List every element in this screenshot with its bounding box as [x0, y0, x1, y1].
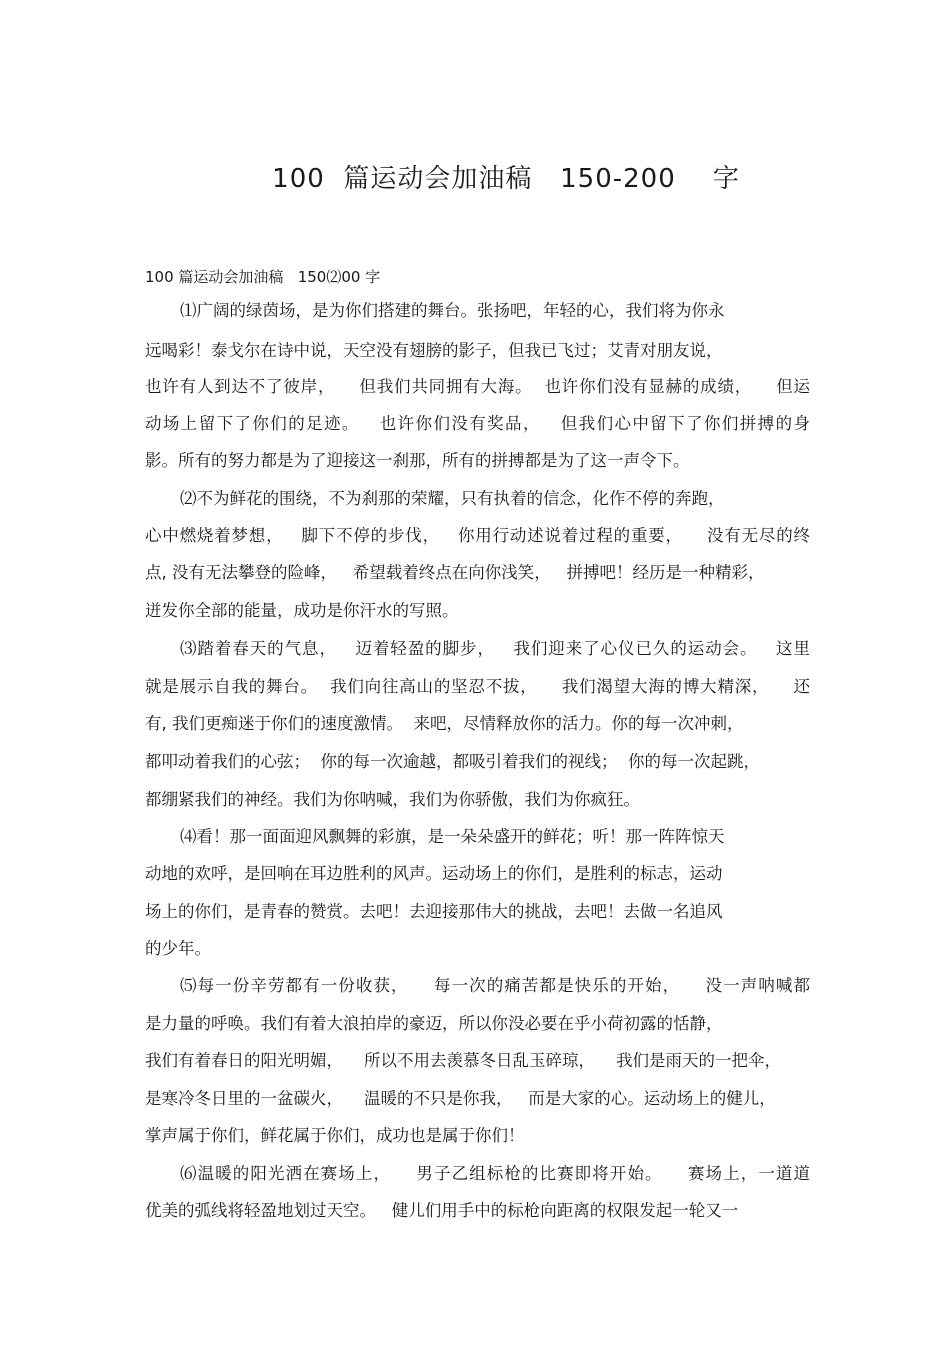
body-line: 是寒冷冬日里的一盆碳火， 温暖的不只是你我， 而是大家的心。运动场上的健儿，	[145, 1089, 776, 1108]
body-line: 是力量的呼唤。我们有着大浪拍岸的豪迈，所以你没必要在乎小荷初露的恬静，	[145, 1014, 723, 1033]
body-line: 优美的弧线将轻盈地划过天空。 健儿们用手中的标枪向距离的权限发起一轮又一	[145, 1201, 739, 1220]
document-subtitle: 100 篇运动会加油稿 150⑵00 字	[145, 268, 381, 286]
body-line: 我们有着春日的阳光明媚， 所以不用去羡慕冬日乱玉碎琼， 我们是雨天的一把伞，	[145, 1051, 781, 1070]
body-line: ⑷看！那一面面迎风飘舞的彩旗，是一朵朵盛开的鲜花；听！那一阵阵惊天	[180, 827, 725, 846]
body-line: 远喝彩！泰戈尔在诗中说，天空没有翅膀的影子，但我已飞过；艾青对朋友说，	[145, 341, 723, 360]
body-line: ⑵不为鲜花的围绕，不为刹那的荣耀，只有执着的信念，化作不停的奔跑，	[180, 489, 725, 508]
body-line: 掌声属于你们，鲜花属于你们，成功也是属于你们！	[145, 1126, 525, 1145]
body-line: 迸发你全部的能量，成功是你汗水的写照。	[145, 601, 459, 620]
body-line: ⑴广阔的绿茵场，是为你们搭建的舞台。张扬吧，年轻的心，我们将为你永	[180, 301, 725, 320]
body-line: 影。所有的努力都是为了迎接这一刹那，所有的拼搏都是为了这一声令下。	[145, 451, 690, 470]
body-line: 场上的你们，是青春的赞赏。去吧！去迎接那伟大的挑战，去吧！去做一名追风	[145, 902, 723, 921]
body-line: 动场上留下了你们的足迹。 也许你们没有奖品， 但我们心中留下了你们拼搏的身	[145, 414, 810, 433]
body-line: 动地的欢呼，是回响在耳边胜利的风声。运动场上的你们，是胜利的标志，运动	[145, 864, 723, 883]
body-line: 也许有人到达不了彼岸， 但我们共同拥有大海。 也许你们没有显赫的成绩， 但运	[145, 377, 810, 396]
body-line: 就是展示自我的舞台。 我们向往高山的坚忍不拔， 我们渴望大海的博大精深， 还	[145, 677, 810, 696]
body-line: 都叩动着我们的心弦； 你的每一次逾越，都吸引着我们的视线； 你的每一次起跳，	[145, 752, 760, 771]
body-line: 的少年。	[145, 939, 211, 958]
body-line: ⑹温暖的阳光洒在赛场上， 男子乙组标枪的比赛即将开始。 赛场上，一道道	[180, 1164, 810, 1183]
body-line: 有, 我们更痴迷于你们的速度激情。 来吧，尽情释放你的活力。你的每一次冲刺，	[145, 714, 744, 733]
document-title: 100 篇运动会加油稿 150-200 字	[272, 164, 740, 194]
body-line: 心中燃烧着梦想， 脚下不停的步伐， 你用行动述说着过程的重要， 没有无尽的终	[145, 526, 810, 545]
body-line: 都绷紧我们的神经。我们为你呐喊，我们为你骄傲，我们为你疯狂。	[145, 790, 640, 809]
body-line: ⑶踏着春天的气息， 迈着轻盈的脚步， 我们迎来了心仪已久的运动会。 这里	[180, 639, 810, 658]
body-line: ⑸每一份辛劳都有一份收获， 每一次的痛苦都是快乐的开始， 没一声呐喊都	[180, 976, 810, 995]
body-line: 点, 没有无法攀登的险峰， 希望载着终点在向你浅笑， 拼搏吧！经历是一种精彩，	[145, 563, 765, 582]
